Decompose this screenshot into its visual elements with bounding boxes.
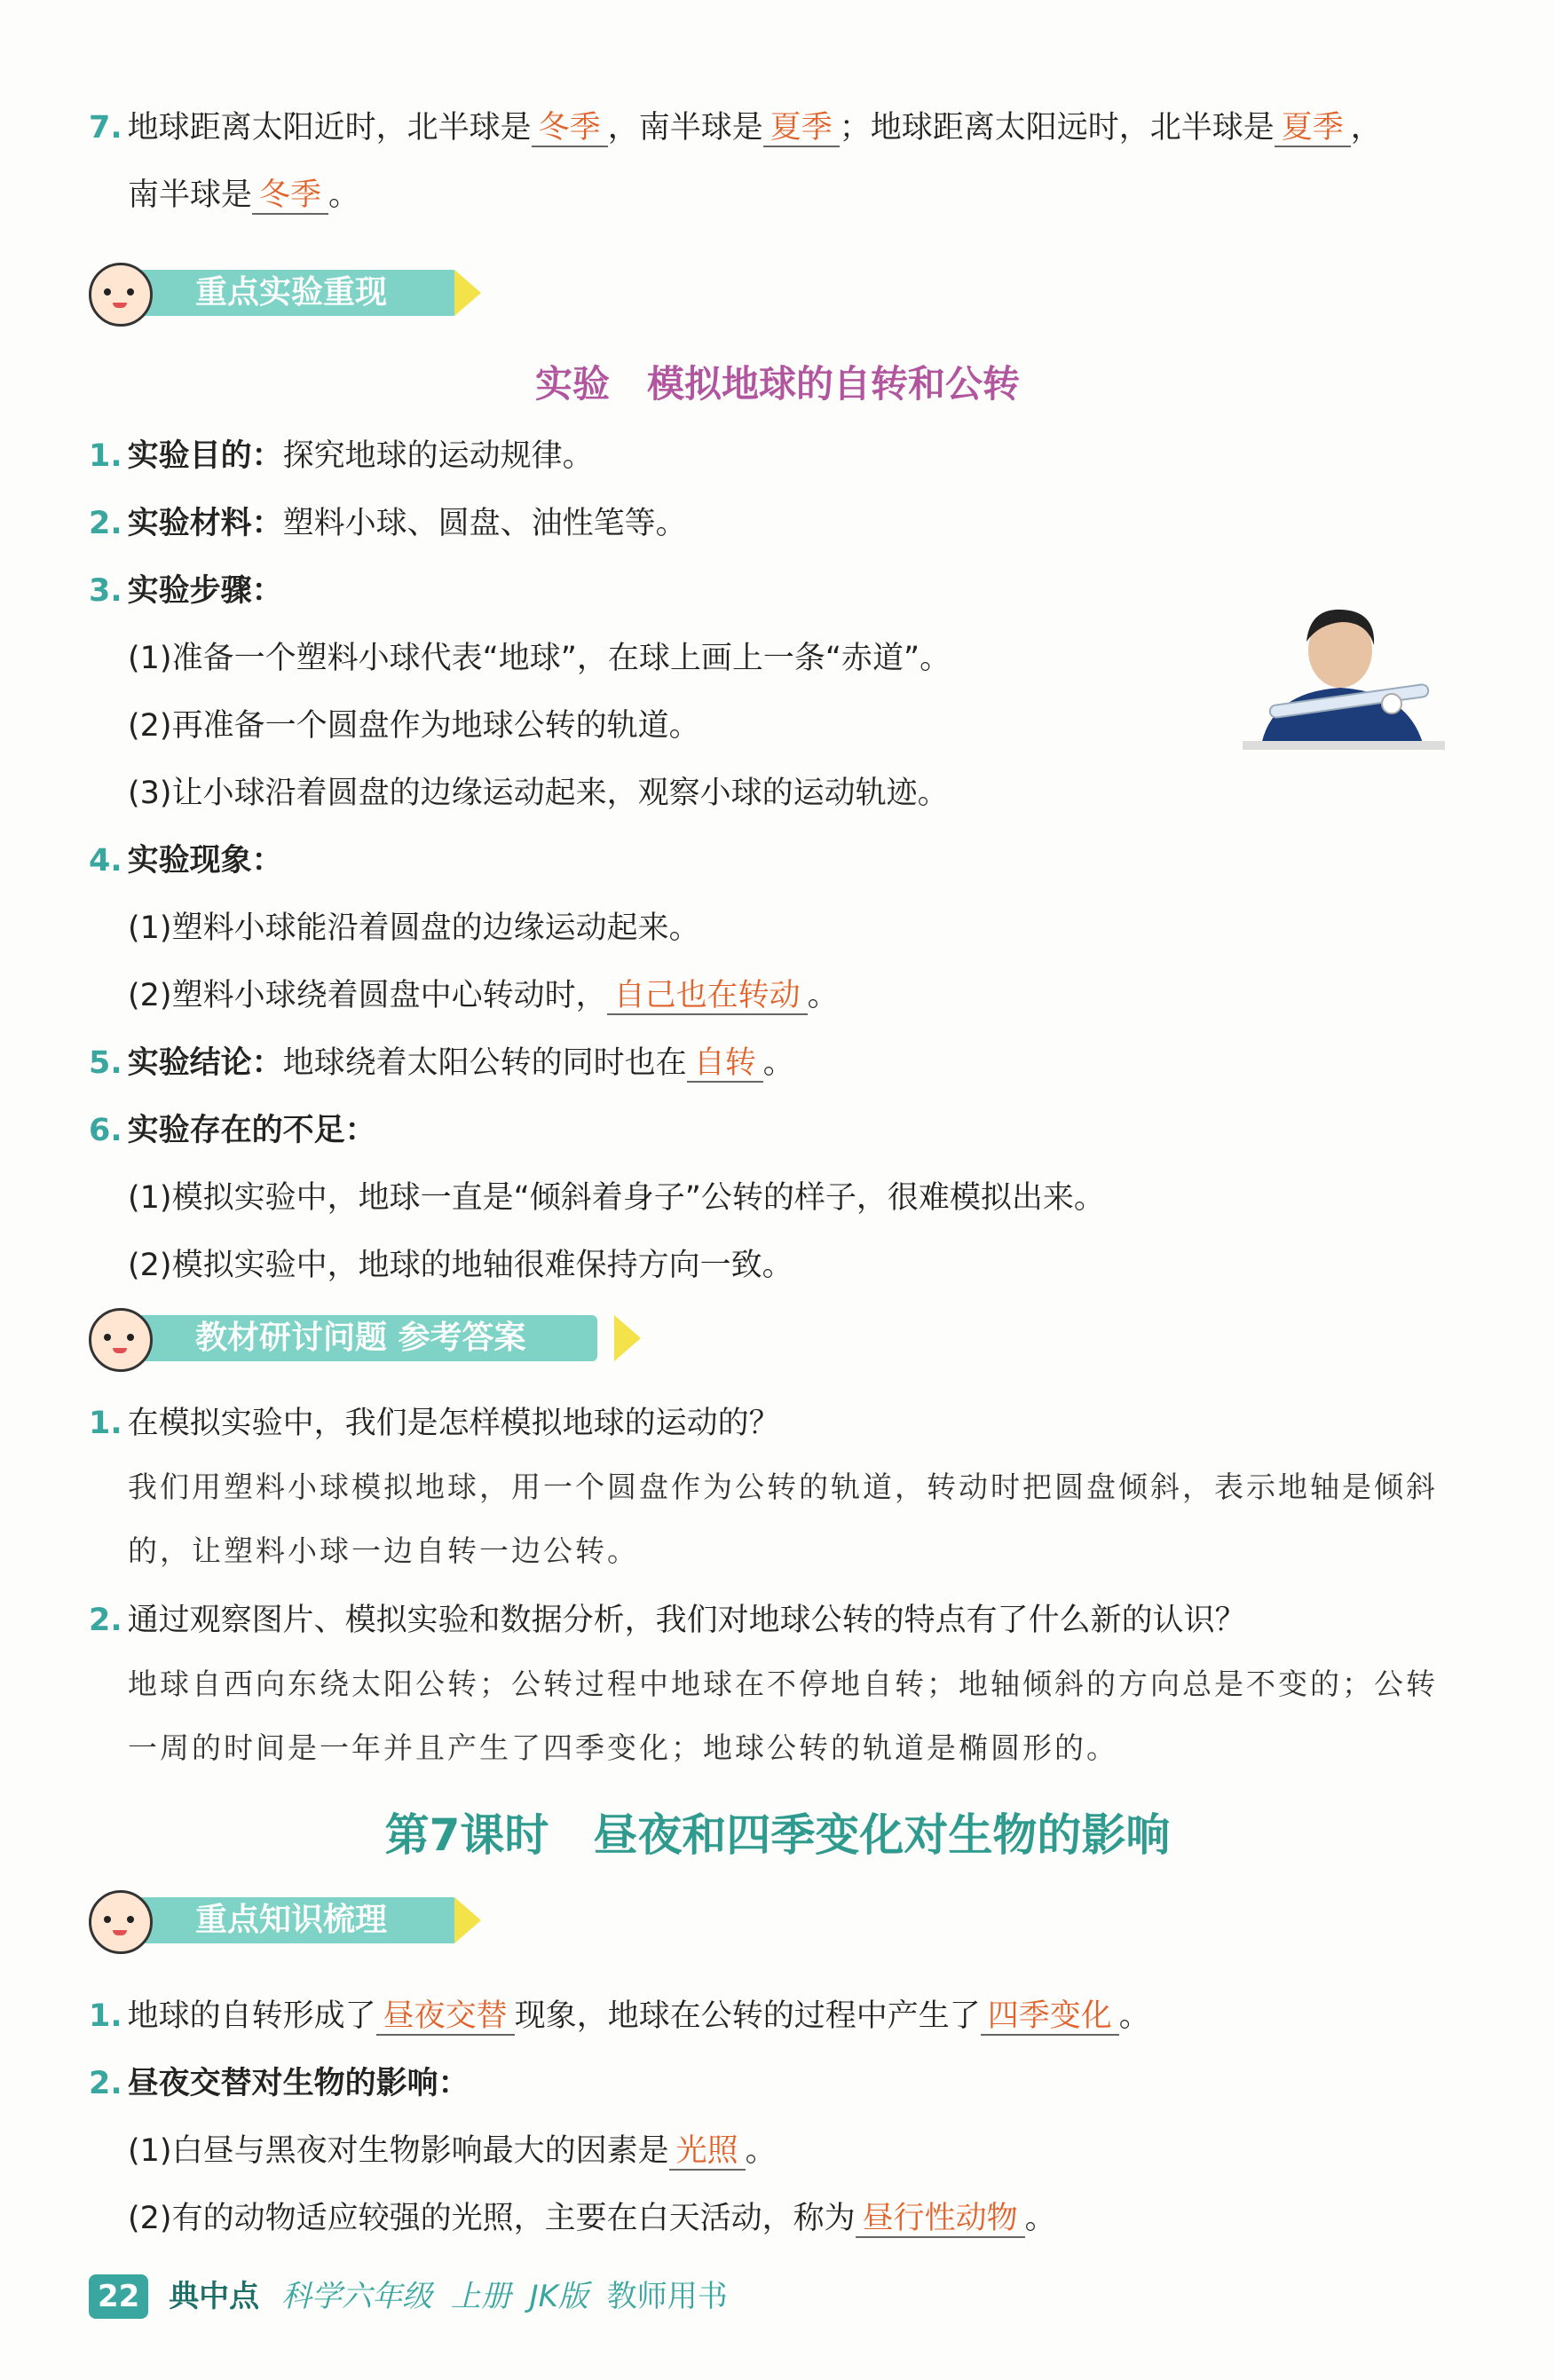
exp-item-1 (89, 435, 1502, 477)
step-3: (3)让小球沿着圆盘的边缘运动起来，观察小球的运动轨迹。 (128, 776, 949, 811)
text: ，南半球是 (607, 110, 763, 146)
item-number: 7. (89, 110, 122, 146)
text: 现象，地球在公转的过程中产生了 (514, 1998, 981, 2034)
banner-tail (454, 1897, 481, 1943)
text: 地球的自转形成了 (127, 1998, 376, 2034)
item-label: 实验存在的不足： (127, 1113, 376, 1148)
text: ， (1350, 110, 1382, 146)
exp-item-6 (89, 1109, 1502, 1152)
item-label: 实验材料： (127, 506, 283, 541)
experiment-title: 实验 模拟地球的自转和公转 (534, 362, 1020, 406)
item-number: 2. (89, 2066, 122, 2101)
text: 。 (762, 1045, 794, 1081)
text: 。 (1118, 1998, 1150, 2034)
page-number: 22 (89, 2274, 148, 2319)
answer: 冬季 (252, 177, 328, 215)
brand-logo: 典中点 (169, 2279, 260, 2314)
question-text: 在模拟实验中，我们是怎样模拟地球的运动的？ (127, 1406, 780, 1441)
banner-label: 重点知识梳理 (115, 1897, 458, 1943)
answer: 四季变化 (981, 1998, 1119, 2036)
footer-type: 教师用书 (606, 2279, 728, 2314)
answer: 自转 (687, 1045, 763, 1083)
boy-experiment-photo (1243, 599, 1445, 750)
text: ；地球距离太阳远时，北半球是 (839, 110, 1275, 146)
mascot-icon (89, 263, 153, 327)
item-number: 3. (89, 573, 122, 609)
exp-item-5 (89, 1042, 1502, 1084)
page-footer (89, 2272, 728, 2321)
section-banner-discussion (89, 1308, 621, 1368)
answer: 昼夜交替 (376, 1998, 515, 2036)
text: 探究地球的运动规律。 (282, 438, 594, 474)
item-label: 实验目的： (127, 438, 283, 474)
banner-label: 教材研讨问题 参考答案 (115, 1315, 597, 1361)
text: 。 (328, 177, 360, 213)
banner-label: 重点实验重现 (115, 270, 458, 316)
item-label: 实验结论： (127, 1045, 283, 1081)
answer: 夏季 (1275, 110, 1351, 147)
text: (2)有的动物适应较强的光照，主要在白天活动，称为 (128, 2201, 856, 2236)
discussion-q1 (89, 1402, 1502, 1445)
text: 塑料小球、圆盘、油性笔等。 (282, 506, 687, 541)
question-7-cont (128, 174, 1502, 217)
discussion-a1-line1: 我们用塑料小球模拟地球，用一个圆盘作为公转的轨道，转动时把圆盘倾斜，表示地轴是倾斜 (128, 1470, 1438, 1504)
item-number: 4. (89, 843, 122, 879)
item-number: 1. (89, 438, 122, 474)
answer: 冬季 (532, 110, 608, 147)
item-number: 6. (89, 1113, 122, 1148)
item-number: 2. (89, 1603, 122, 1638)
text: 地球距离太阳近时，北半球是 (127, 110, 532, 146)
knowledge-item-2 (89, 2062, 1502, 2105)
item-number: 1. (89, 1998, 122, 2034)
item-number: 5. (89, 1045, 122, 1081)
question-7 (89, 106, 1502, 149)
footer-volume: 上册 (450, 2279, 511, 2314)
item-label: 实验现象： (127, 843, 283, 879)
section-banner-key-knowledge (89, 1890, 462, 1950)
item-number: 1. (89, 1406, 122, 1441)
phenomenon-2 (128, 974, 1502, 1017)
footer-book: 科学六年级 (280, 2279, 432, 2314)
discussion-a2-line1: 地球自西向东绕太阳公转；公转过程中地球在不停地自转；地轴倾斜的方向总是不变的；公转 (128, 1667, 1438, 1701)
exp-item-2 (89, 502, 1502, 545)
item-number: 2. (89, 506, 122, 541)
banner-tail (614, 1315, 641, 1361)
item-label: 昼夜交替对生物的影响： (127, 2066, 470, 2101)
answer: 昼行性动物 (856, 2201, 1025, 2238)
question-text: 通过观察图片、模拟实验和数据分析，我们对地球公转的特点有了什么新的认识？ (127, 1603, 1246, 1638)
section-banner-key-experiment (89, 263, 462, 323)
phenomenon-1: (1)塑料小球能沿着圆盘的边缘运动起来。 (128, 910, 700, 946)
knowledge-item-1 (89, 1995, 1502, 2037)
answer: 光照 (669, 2133, 746, 2171)
banner-tail (454, 270, 481, 316)
knowledge-sub-1 (128, 2130, 1502, 2172)
text: 南半球是 (128, 177, 253, 213)
deficiency-1: (1)模拟实验中，地球一直是“倾斜着身子”公转的样子，很难模拟出来。 (128, 1180, 1105, 1216)
text: 。 (745, 2133, 777, 2169)
step-2: (2)再准备一个圆盘作为地球公转的轨道。 (128, 708, 700, 744)
mascot-icon (89, 1890, 153, 1954)
answer: 夏季 (763, 110, 840, 147)
text: 地球绕着太阳公转的同时也在 (282, 1045, 687, 1081)
text: (2)塑料小球绕着圆盘中心转动时， (128, 978, 607, 1013)
discussion-a1-line2: 的，让塑料小球一边自转一边公转。 (128, 1533, 639, 1568)
step-1: (1)准备一个塑料小球代表“地球”，在球上画上一条“赤道”。 (128, 641, 951, 676)
answer: 自己也在转动 (607, 978, 808, 1015)
knowledge-sub-2 (128, 2197, 1502, 2240)
discussion-q2 (89, 1599, 1502, 1642)
exp-item-4 (89, 839, 1502, 882)
footer-edition: JK版 (529, 2279, 588, 2314)
discussion-a2-line2: 一周的时间是一年并且产生了四季变化；地球公转的轨道是椭圆形的。 (128, 1730, 1118, 1765)
lesson-title: 第7课时 昼夜和四季变化对生物的影响 (384, 1809, 1171, 1861)
item-label: 实验步骤： (127, 573, 283, 609)
mascot-icon (89, 1308, 153, 1372)
text: 。 (807, 978, 839, 1013)
text: (1)白昼与黑夜对生物影响最大的因素是 (128, 2133, 669, 2169)
deficiency-2: (2)模拟实验中，地球的地轴很难保持方向一致。 (128, 1248, 793, 1283)
text: 。 (1024, 2201, 1056, 2236)
